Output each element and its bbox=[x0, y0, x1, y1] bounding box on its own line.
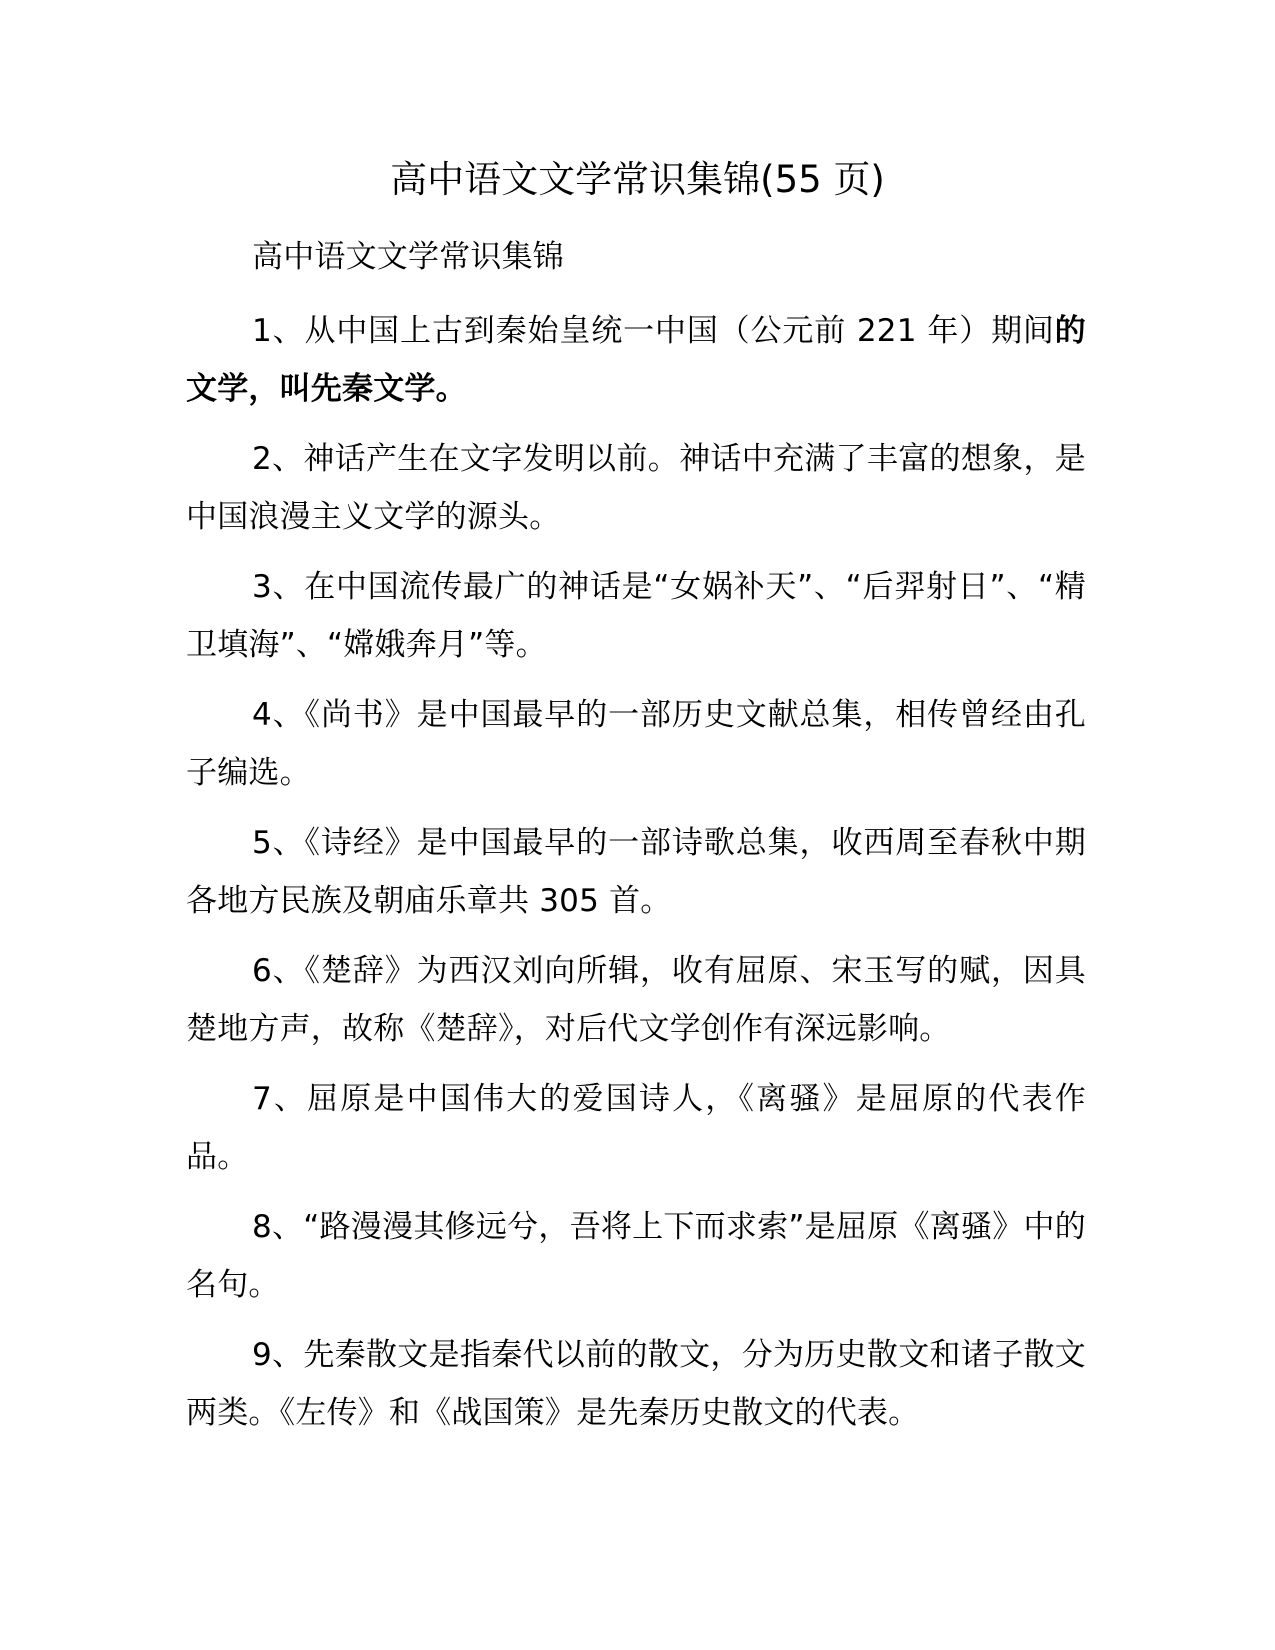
list-item-4: 4、《尚书》是中国最早的一部历史文献总集，相传曾经由孔子编选。 bbox=[186, 697, 1086, 791]
list-item-9: 9、先秦散文是指秦代以前的散文，分为历史散文和诸子散文两类。《左传》和《战国策》是先秦历史散文的代表。 bbox=[186, 1337, 1086, 1431]
list-item-5: 5、《诗经》是中国最早的一部诗歌总集，收西周至春秋中期各地方民族及朝庙乐章共 305 首。 bbox=[186, 825, 1086, 919]
list-item-7: 7、屈原是中国伟大的爱国诗人，《离骚》是屈原的代表作品。 bbox=[186, 1081, 1086, 1175]
list-item-1-text: 1、从中国上古到秦始皇统一中国（公元前 221 年）期间 bbox=[252, 313, 1055, 349]
list-item-1-tail: 的文学，叫先秦文学。 bbox=[186, 313, 1086, 407]
list-item-2: 2、神话产生在文字发明以前。神话中充满了丰富的想象，是中国浪漫主义文学的源头。 bbox=[186, 441, 1086, 535]
document-title: 高中语文文学常识集锦(55 页) bbox=[390, 158, 885, 201]
document-body bbox=[186, 228, 1086, 1454]
list-item-6: 6、《楚辞》为西汉刘向所辑，收有屈原、宋玉写的赋，因具楚地方声，故称《楚辞》，对后代文学创作有深远影响。 bbox=[186, 953, 1086, 1047]
list-item-3: 3、在中国流传最广的神话是“女娲补天”、“后羿射日”、“精卫填海”、“嫦娥奔月”等。 bbox=[186, 569, 1086, 663]
list-item-8: 8、“路漫漫其修远兮，吾将上下而求索”是屈原《离骚》中的名句。 bbox=[186, 1209, 1086, 1303]
document-subtitle: 高中语文文学常识集锦 bbox=[252, 239, 564, 275]
list-item-1 bbox=[186, 302, 1086, 418]
